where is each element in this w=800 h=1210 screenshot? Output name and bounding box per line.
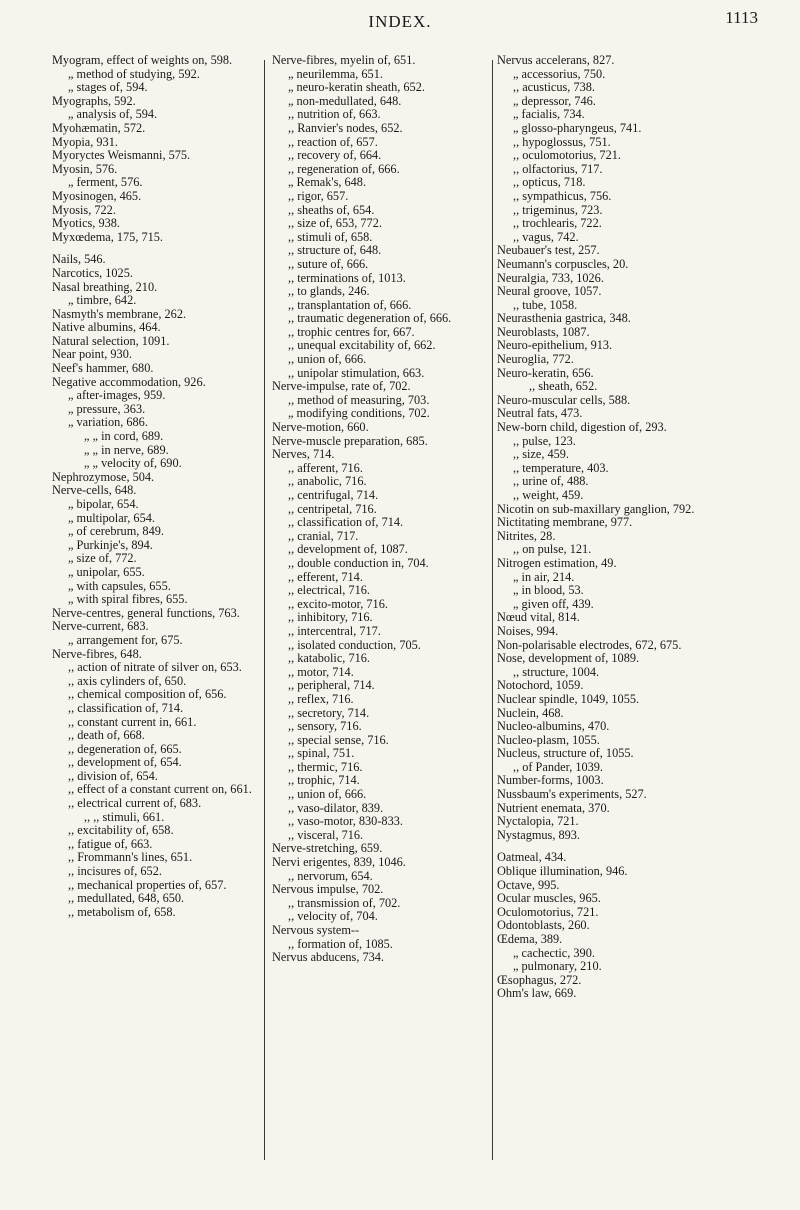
index-subentry: ,, metabolism of, 658. bbox=[68, 904, 176, 919]
index-subentry: ,, electrical current of, 683. bbox=[68, 796, 202, 811]
index-subentry: ,, development of, 1087. bbox=[288, 542, 408, 557]
index-subentry: „ glosso-pharyngeus, 741. bbox=[513, 120, 642, 135]
index-entry: Myogram, effect of weights on, 598. bbox=[52, 53, 233, 67]
index-subentry: „ modifying conditions, 702. bbox=[288, 406, 430, 421]
index-subentry: „ analysis of, 594. bbox=[68, 107, 158, 122]
index-entry: Nystagmus, 893. bbox=[497, 827, 581, 842]
index-subentry: „ pressure, 363. bbox=[68, 401, 146, 416]
index-entry: Nerve-stretching, 659. bbox=[272, 841, 383, 856]
index-subentry: ,, structure, 1004. bbox=[513, 664, 600, 679]
index-subentry: ,, size, 459. bbox=[513, 447, 570, 462]
index-subentry: ,, motor, 714. bbox=[288, 664, 354, 679]
index-entry: Nuclear spindle, 1049, 1055. bbox=[497, 691, 640, 706]
index-subentry: ,, rigor, 657. bbox=[288, 188, 349, 203]
index-subentry: ,, traumatic degeneration of, 666. bbox=[288, 311, 452, 326]
index-subentry: ,, pulse, 123. bbox=[513, 433, 576, 448]
index-entry: Nervous impulse, 702. bbox=[272, 882, 384, 897]
index-subentry: ,, constant current in, 661. bbox=[68, 714, 197, 729]
index-subentry: ,, terminations of, 1013. bbox=[288, 270, 406, 285]
index-subentry: ,, efferent, 714. bbox=[288, 569, 363, 584]
index-entry: Myosinogen, 465. bbox=[52, 188, 142, 203]
index-subentry: ,, Frommann's lines, 651. bbox=[68, 850, 193, 865]
index-subentry: ,, sympathicus, 756. bbox=[513, 188, 612, 203]
index-subentry: „ facialis, 734. bbox=[513, 107, 585, 122]
index-subentry: „ unipolar, 655. bbox=[68, 564, 145, 579]
index-entry: Odontoblasts, 260. bbox=[497, 918, 590, 933]
index-subentry: ,, anabolic, 716. bbox=[288, 474, 367, 489]
index-column-2 bbox=[272, 54, 487, 965]
index-subentry: ,, to glands, 246. bbox=[288, 284, 370, 299]
index-entry: Nerve-muscle preparation, 685. bbox=[272, 433, 428, 448]
index-entry: Nitrogen estimation, 49. bbox=[497, 555, 617, 570]
index-subentry: ,, sheath, 652. bbox=[529, 379, 598, 394]
index-subentry: ,, weight, 459. bbox=[513, 488, 584, 502]
index-entry: Neuro-muscular cells, 588. bbox=[497, 392, 631, 407]
index-subentry: ,, division of, 654. bbox=[68, 768, 158, 783]
index-subentry: ,, trochlearis, 722. bbox=[513, 216, 602, 231]
index-subentry: ,, acusticus, 738. bbox=[513, 80, 595, 95]
index-subentry: ,, isolated conduction, 705. bbox=[288, 637, 421, 652]
index-subentry: ,, excito-motor, 716. bbox=[288, 596, 388, 611]
index-entry: Œsophagus, 272. bbox=[497, 972, 582, 987]
index-entry: Myosis, 722. bbox=[52, 202, 116, 217]
index-column-1 bbox=[52, 54, 257, 919]
index-subentry: ,, regeneration of, 666. bbox=[288, 161, 400, 176]
index-subentry: ,, visceral, 716. bbox=[288, 827, 364, 842]
index-subentry: ,, tube, 1058. bbox=[513, 297, 578, 312]
index-entry: Œdema, 389. bbox=[497, 932, 563, 946]
index-entry: Nictitating membrane, 977. bbox=[497, 515, 633, 530]
index-subentry: „ size of, 772. bbox=[68, 551, 137, 566]
index-subentry: ,, centripetal, 716. bbox=[288, 501, 377, 516]
index-subentry: „ accessorius, 750. bbox=[513, 66, 606, 81]
index-subentry: ,, oculomotorius, 721. bbox=[513, 148, 621, 163]
index-entry: Neuroblasts, 1087. bbox=[497, 324, 590, 339]
index-entry: Nerve-motion, 660. bbox=[272, 420, 369, 435]
index-subentry: ,, peripheral, 714. bbox=[288, 678, 375, 693]
index-subentry: „ given off, 439. bbox=[513, 596, 594, 611]
index-entry: Nerves, 714. bbox=[272, 447, 335, 462]
index-entry: Noises, 994. bbox=[497, 623, 559, 638]
index-entry: Neuroglia, 772. bbox=[497, 352, 574, 367]
page-number: 1113 bbox=[725, 8, 758, 27]
index-entry: Myographs, 592. bbox=[52, 93, 136, 108]
index-entry: Nerve-cells, 648. bbox=[52, 483, 137, 498]
index-subentry: ,, trigeminus, 723. bbox=[513, 202, 603, 217]
index-subentry: ,, fatigue of, 663. bbox=[68, 836, 153, 851]
index-subentry: ,, unipolar stimulation, 663. bbox=[288, 365, 425, 380]
index-subentry: „ „ in nerve, 689. bbox=[84, 442, 169, 457]
index-entry: Nerve-fibres, 648. bbox=[52, 646, 142, 661]
index-subentry: ,, velocity of, 704. bbox=[288, 909, 378, 924]
index-entry: Nervi erigentes, 839, 1046. bbox=[272, 855, 406, 870]
index-subentry: ,, classification of, 714. bbox=[68, 700, 184, 715]
index-entry: Nervus abducens, 734. bbox=[272, 950, 385, 965]
index-subentry: ,, reaction of, 657. bbox=[288, 134, 378, 149]
index-entry: Nerve-impulse, rate of, 702. bbox=[272, 379, 411, 394]
index-subentry: „ „ velocity of, 690. bbox=[84, 456, 182, 471]
index-entry: Neef's hammer, 680. bbox=[52, 361, 154, 376]
index-entry: Myopia, 931. bbox=[52, 134, 118, 149]
index-entry: Neural groove, 1057. bbox=[497, 284, 602, 299]
index-subentry: ,, intercentral, 717. bbox=[288, 623, 381, 638]
index-subentry: ,, trophic centres for, 667. bbox=[288, 324, 415, 339]
index-entry: Nyctalopia, 721. bbox=[497, 814, 579, 829]
index-entry: Nose, development of, 1089. bbox=[497, 651, 640, 666]
index-subentry: ,, thermic, 716. bbox=[288, 759, 363, 774]
index-subentry: ,, spinal, 751. bbox=[288, 746, 355, 761]
index-entry: Near point, 930. bbox=[52, 347, 132, 362]
index-entry: Oblique illumination, 946. bbox=[497, 864, 628, 879]
index-subentry: ,, union of, 666. bbox=[288, 787, 367, 802]
index-subentry: ,, structure of, 648. bbox=[288, 243, 382, 258]
index-subentry: ,, effect of a constant current on, 661. bbox=[68, 782, 252, 797]
index-entry: Oatmeal, 434. bbox=[497, 850, 567, 865]
index-subentry: „ Remak's, 648. bbox=[288, 175, 367, 190]
index-entry: Nephrozymose, 504. bbox=[52, 469, 155, 484]
index-subentry: ,, classification of, 714. bbox=[288, 515, 404, 530]
index-subentry: „ variation, 686. bbox=[68, 415, 148, 430]
index-entry: Oculomotorius, 721. bbox=[497, 904, 599, 919]
index-entry: Nervous system-- bbox=[272, 923, 360, 937]
index-subentry: ,, temperature, 403. bbox=[513, 460, 609, 475]
index-entry: Neuralgia, 733, 1026. bbox=[497, 270, 604, 285]
index-subentry: ,, formation of, 1085. bbox=[288, 936, 393, 951]
index-subentry: „ Purkinje's, 894. bbox=[68, 537, 153, 552]
index-subentry: ,, sheaths of, 654. bbox=[288, 202, 375, 217]
index-entry: Myosin, 576. bbox=[52, 161, 118, 176]
index-entry: Natural selection, 1091. bbox=[52, 333, 170, 348]
index-subentry: ,, medullated, 648, 650. bbox=[68, 891, 185, 906]
index-entry: Myotics, 938. bbox=[52, 216, 120, 231]
index-entry: Myxœdema, 175, 715. bbox=[52, 229, 164, 244]
index-subentry: ,, vagus, 742. bbox=[513, 229, 579, 244]
index-subentry: ,, olfactorius, 717. bbox=[513, 161, 603, 176]
index-subentry: „ in blood, 53. bbox=[513, 583, 584, 598]
index-subentry: „ of cerebrum, 849. bbox=[68, 524, 164, 539]
index-entry: Nerve-centres, general functions, 763. bbox=[52, 605, 240, 620]
index-subentry: „ after-images, 959. bbox=[68, 388, 166, 403]
index-entry: Nasmyth's membrane, 262. bbox=[52, 306, 187, 321]
index-subentry: ,, excitability of, 658. bbox=[68, 823, 174, 838]
index-subentry: ,, Ranvier's nodes, 652. bbox=[288, 120, 403, 135]
running-head bbox=[0, 8, 800, 38]
index-entry: Neuro-epithelium, 913. bbox=[497, 338, 613, 353]
page-title: INDEX. bbox=[368, 12, 432, 31]
index-subentry: ,, on pulse, 121. bbox=[513, 542, 592, 557]
index-subentry: ,, size of, 653, 772. bbox=[288, 216, 382, 231]
index-entry: Nuclein, 468. bbox=[497, 705, 564, 720]
index-entry: Nasal breathing, 210. bbox=[52, 279, 158, 294]
index-entry: Neumann's corpuscles, 20. bbox=[497, 256, 629, 271]
index-entry: Negative accommodation, 926. bbox=[52, 374, 206, 389]
index-entry: Myohæmatin, 572. bbox=[52, 120, 146, 135]
index-subentry: „ cachectic, 390. bbox=[513, 945, 595, 960]
index-subentry: ,, incisures of, 652. bbox=[68, 864, 162, 879]
index-entry: Number-forms, 1003. bbox=[497, 773, 604, 788]
index-entry: Notochord, 1059. bbox=[497, 678, 584, 693]
index-entry: Nucleo-albumins, 470. bbox=[497, 719, 610, 734]
index-subentry: ,, stimuli of, 658. bbox=[288, 229, 373, 244]
index-subentry: ,, opticus, 718. bbox=[513, 175, 586, 190]
column-divider bbox=[264, 60, 265, 1160]
index-subentry: „ method of studying, 592. bbox=[68, 66, 200, 81]
index-subentry: ,, centrifugal, 714. bbox=[288, 488, 379, 502]
index-subentry: ,, ,, stimuli, 661. bbox=[84, 809, 165, 824]
index-subentry: ,, sensory, 716. bbox=[288, 719, 362, 734]
index-subentry: ,, transplantation of, 666. bbox=[288, 297, 412, 312]
index-subentry: ,, inhibitory, 716. bbox=[288, 610, 373, 625]
index-subentry: ,, action of nitrate of silver on, 653. bbox=[68, 660, 242, 675]
index-entry: Nutrient enemata, 370. bbox=[497, 800, 610, 815]
index-entry: Nervus accelerans, 827. bbox=[497, 53, 615, 67]
column-divider bbox=[492, 60, 493, 1160]
index-subentry: ,, unequal excitability of, 662. bbox=[288, 338, 436, 353]
index-entry: Nitrites, 28. bbox=[497, 528, 556, 543]
index-subentry: ,, union of, 666. bbox=[288, 352, 367, 367]
index-subentry: ,, death of, 668. bbox=[68, 728, 145, 743]
index-entry: Ohm's law, 669. bbox=[497, 986, 577, 1001]
index-entry: Nerve-current, 683. bbox=[52, 619, 149, 634]
index-subentry: „ „ in cord, 689. bbox=[84, 429, 164, 444]
index-subentry: ,, double conduction in, 704. bbox=[288, 555, 429, 570]
index-subentry: „ ferment, 576. bbox=[68, 175, 143, 190]
index-entry: Narcotics, 1025. bbox=[52, 265, 133, 280]
index-entry: Octave, 995. bbox=[497, 877, 560, 892]
index-entry: Non-polarisable electrodes, 672, 675. bbox=[497, 637, 682, 652]
index-subentry: ,, katabolic, 716. bbox=[288, 651, 370, 666]
index-column-3 bbox=[497, 54, 752, 1001]
index-entry: Ocular muscles, 965. bbox=[497, 891, 601, 906]
index-entry: Native albumins, 464. bbox=[52, 320, 161, 335]
index-subentry: „ with spiral fibres, 655. bbox=[68, 592, 188, 607]
index-entry: Neubauer's test, 257. bbox=[497, 243, 600, 258]
index-entry: Nœud vital, 814. bbox=[497, 610, 580, 625]
index-subentry: ,, electrical, 716. bbox=[288, 583, 370, 598]
index-subentry: „ neurilemma, 651. bbox=[288, 66, 383, 81]
index-subentry: „ timbre, 642. bbox=[68, 293, 137, 308]
index-subentry: „ non-medullated, 648. bbox=[288, 93, 402, 108]
index-subentry: ,, vaso-dilator, 839. bbox=[288, 800, 384, 815]
index-entry: Neutral fats, 473. bbox=[497, 406, 583, 421]
index-entry: Neurasthenia gastrica, 348. bbox=[497, 311, 631, 326]
index-entry: Nerve-fibres, myelin of, 651. bbox=[272, 53, 416, 67]
index-subentry: ,, degeneration of, 665. bbox=[68, 741, 182, 756]
index-subentry: „ stages of, 594. bbox=[68, 80, 148, 95]
index-subentry: ,, secretory, 714. bbox=[288, 705, 370, 720]
index-entry: Nails, 546. bbox=[52, 252, 106, 267]
index-subentry: ,, nutrition of, 663. bbox=[288, 107, 381, 122]
index-subentry: ,, reflex, 716. bbox=[288, 691, 354, 706]
index-subentry: „ pulmonary, 210. bbox=[513, 959, 602, 974]
index-entry: Myoryctes Weismanni, 575. bbox=[52, 148, 191, 163]
index-subentry: „ depressor, 746. bbox=[513, 93, 596, 108]
index-subentry: ,, axis cylinders of, 650. bbox=[68, 673, 187, 688]
index-entry: Neuro-keratin, 656. bbox=[497, 365, 594, 380]
index-subentry: „ with capsules, 655. bbox=[68, 578, 171, 593]
index-subentry: ,, hypoglossus, 751. bbox=[513, 134, 611, 149]
index-subentry: ,, recovery of, 664. bbox=[288, 148, 382, 163]
index-subentry: ,, suture of, 666. bbox=[288, 256, 369, 271]
index-subentry: „ bipolar, 654. bbox=[68, 497, 139, 511]
index-subentry: ,, urine of, 488. bbox=[513, 474, 589, 489]
index-subentry: „ multipolar, 654. bbox=[68, 510, 155, 525]
index-subentry: ,, nervorum, 654. bbox=[288, 868, 373, 883]
index-subentry: „ arrangement for, 675. bbox=[68, 632, 183, 647]
index-subentry: ,, special sense, 716. bbox=[288, 732, 389, 747]
index-entry: Nucleus, structure of, 1055. bbox=[497, 746, 634, 761]
index-entry: New-born child, digestion of, 293. bbox=[497, 420, 667, 435]
index-subentry: ,, chemical composition of, 656. bbox=[68, 687, 227, 702]
index-subentry: ,, trophic, 714. bbox=[288, 773, 360, 788]
index-subentry: ,, of Pander, 1039. bbox=[513, 759, 604, 774]
index-subentry: ,, afferent, 716. bbox=[288, 460, 363, 475]
index-subentry: ,, transmission of, 702. bbox=[288, 895, 401, 910]
index-entry: Nucleo-plasm, 1055. bbox=[497, 732, 600, 747]
index-subentry: „ in air, 214. bbox=[513, 569, 575, 584]
index-subentry: ,, method of measuring, 703. bbox=[288, 392, 430, 407]
index-subentry: ,, development of, 654. bbox=[68, 755, 182, 770]
index-subentry: ,, vaso-motor, 830-833. bbox=[288, 814, 403, 829]
index-entry: Nicotin on sub-maxillary ganglion, 792. bbox=[497, 501, 695, 516]
index-subentry: ,, mechanical properties of, 657. bbox=[68, 877, 227, 892]
index-subentry: „ neuro-keratin sheath, 652. bbox=[288, 80, 425, 95]
index-subentry: ,, cranial, 717. bbox=[288, 528, 359, 543]
index-entry: Nussbaum's experiments, 527. bbox=[497, 787, 647, 802]
